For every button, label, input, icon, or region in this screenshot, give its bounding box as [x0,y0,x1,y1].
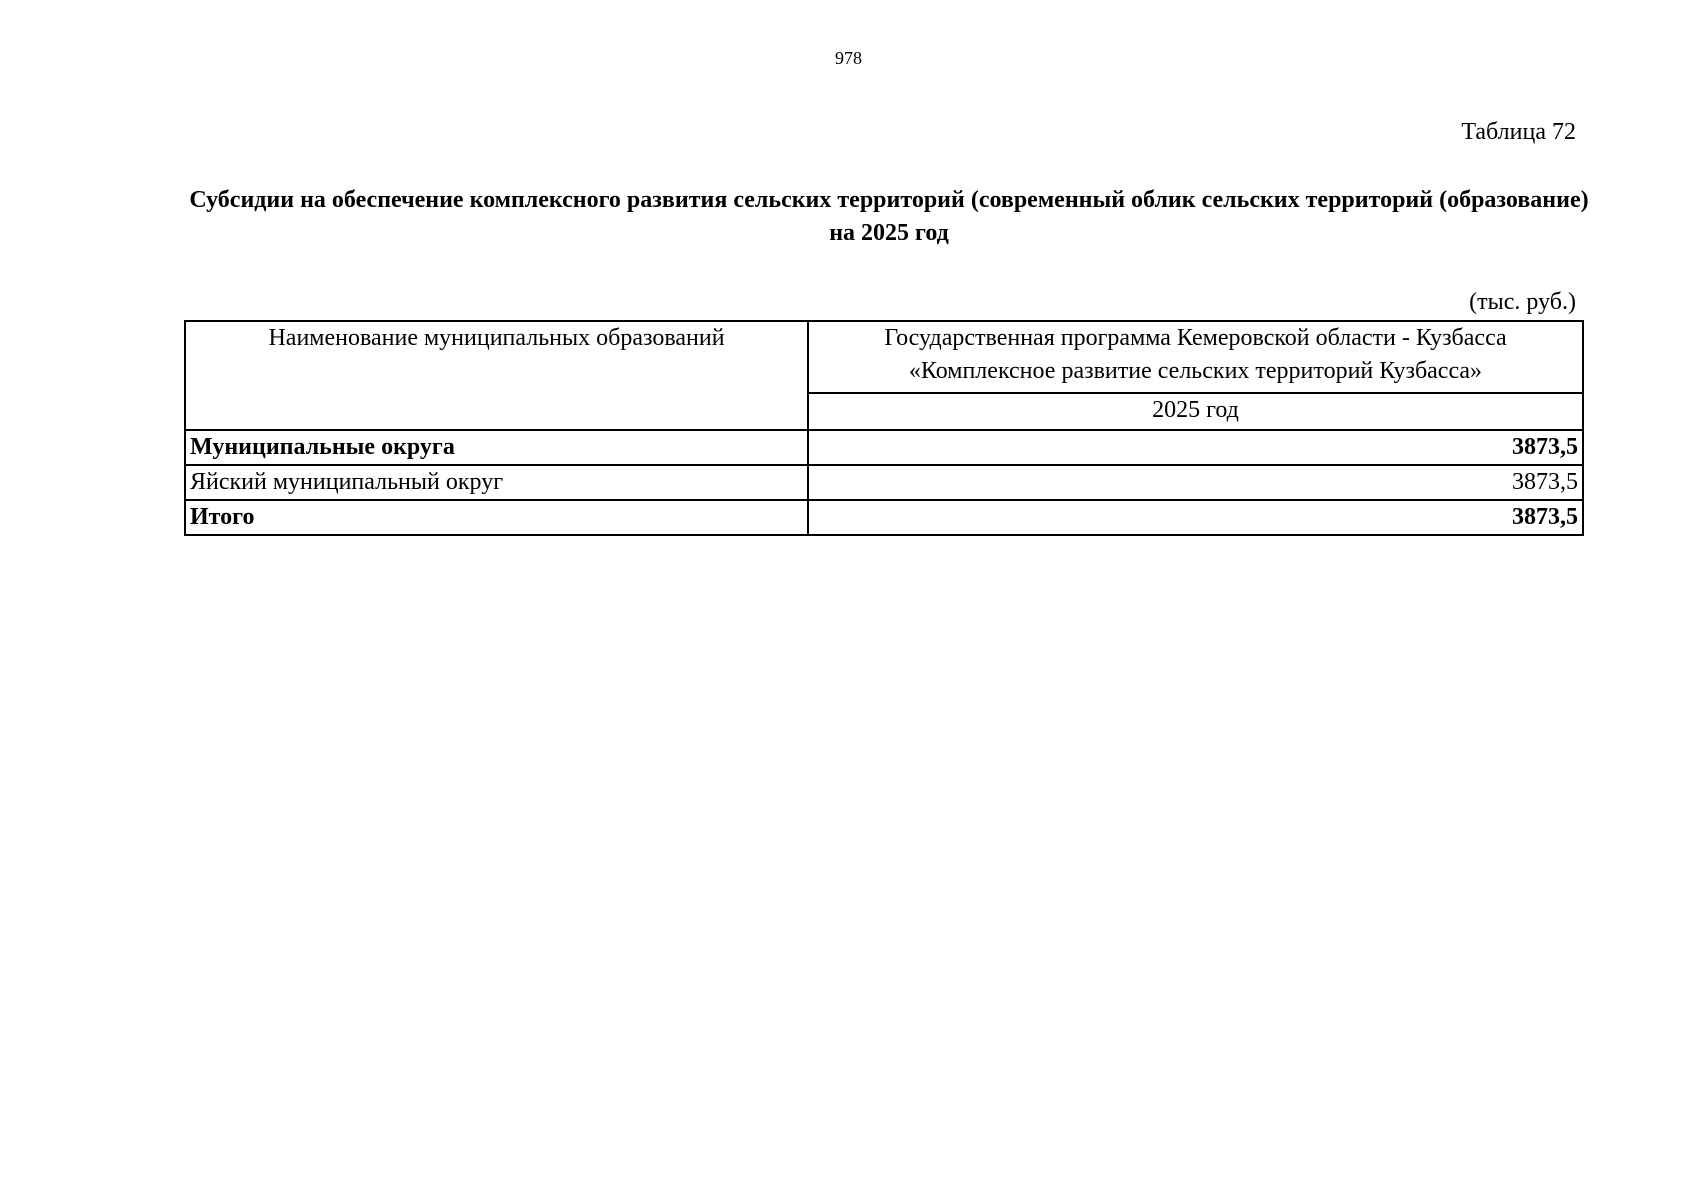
page-number: 978 [835,48,862,68]
table-header-row [185,321,1583,393]
row-name-cell: Яйский муниципальный округ [185,465,808,500]
table-row-total [185,500,1583,535]
row-value-cell: 3873,5 [808,465,1583,500]
total-name-cell: Итого [185,500,808,535]
header-program [808,321,1583,393]
document-title: Субсидии на обеспечение комплексного развития сельских территорий (современный облик сельских территорий (образование) на 2025 год [189,187,1589,246]
header-program-line-1: Государственная программа Кемеровской области - Кузбасса [884,325,1507,351]
table-row [185,430,1583,465]
total-value-cell: 3873,5 [808,500,1583,535]
unit-label: (тыс. руб.) [1469,289,1576,315]
header-municipality-name: Наименование муниципальных образований [185,321,808,430]
header-year: 2025 год [808,393,1583,430]
table-row [185,465,1583,500]
subsidy-table [184,320,1584,536]
header-program-line-2: «Комплексное развитие сельских территорий Кузбасса» [908,358,1483,384]
row-name-cell: Муниципальные округа [185,430,808,465]
row-value-cell: 3873,5 [808,430,1583,465]
table-label: Таблица 72 [1461,119,1576,145]
